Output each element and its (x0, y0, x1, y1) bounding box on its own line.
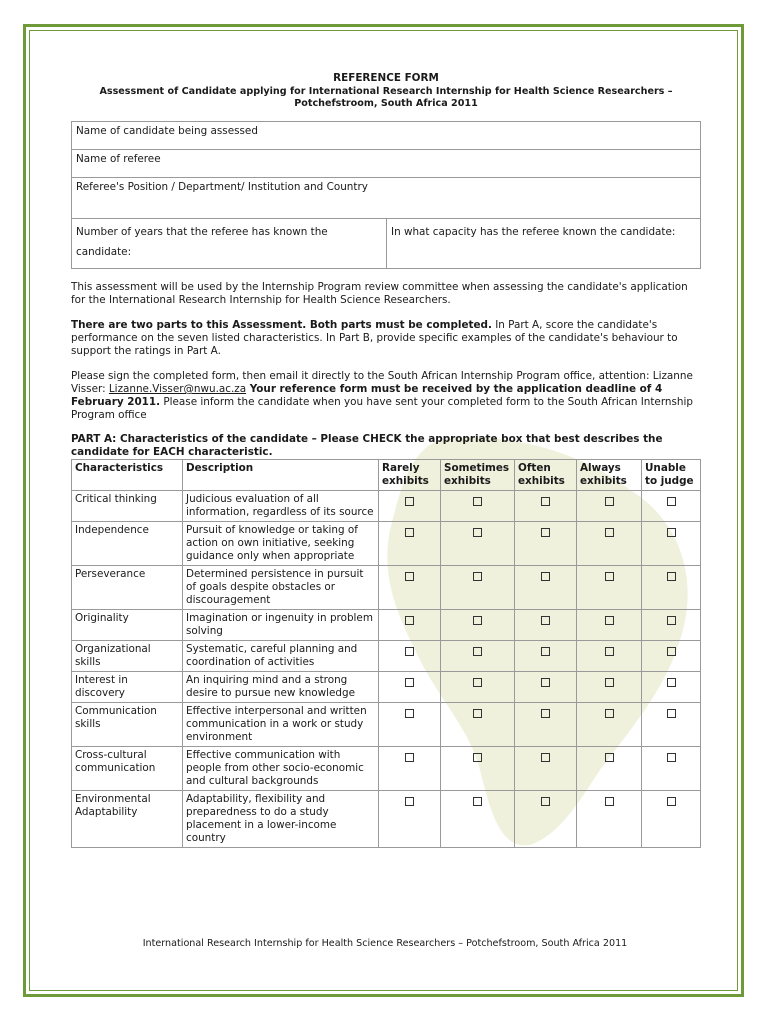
col-unable: Unable to judge (642, 460, 701, 491)
checkbox-sometimes[interactable] (473, 753, 482, 762)
rating-cell-often (515, 791, 577, 848)
checkbox-rarely[interactable] (405, 647, 414, 656)
intro-paragraph-3-end: Please inform the candidate when you have sent your completed form to the South African Internship Program office (71, 396, 693, 421)
capacity-known-field[interactable]: In what capacity has the referee known the candidate: (387, 219, 701, 269)
checkbox-sometimes[interactable] (473, 678, 482, 687)
characteristic-description: Pursuit of knowledge or taking of action on own initiative, seeking guidance only when appropriate (183, 522, 379, 566)
characteristic-row (72, 610, 701, 641)
rating-cell-rarely (379, 703, 441, 747)
characteristic-description: Systematic, careful planning and coordination of activities (183, 641, 379, 672)
checkbox-always[interactable] (605, 709, 614, 718)
referee-name-field[interactable]: Name of referee (72, 150, 701, 178)
characteristic-name: Perseverance (72, 566, 183, 610)
rating-cell-always (577, 610, 642, 641)
rating-cell-unable (642, 491, 701, 522)
characteristic-row (72, 641, 701, 672)
characteristics-table (71, 459, 701, 848)
rating-cell-sometimes (441, 610, 515, 641)
checkbox-sometimes[interactable] (473, 528, 482, 537)
rating-cell-often (515, 522, 577, 566)
checkbox-unable[interactable] (667, 797, 676, 806)
rating-cell-rarely (379, 566, 441, 610)
characteristic-description: Determined persistence in pursuit of goals despite obstacles or discouragement (183, 566, 379, 610)
checkbox-rarely[interactable] (405, 497, 414, 506)
characteristic-description: Adaptability, flexibility and preparedness to do a study placement in a lower-income country (183, 791, 379, 848)
characteristic-description: Imagination or ingenuity in problem solving (183, 610, 379, 641)
checkbox-rarely[interactable] (405, 616, 414, 625)
checkbox-unable[interactable] (667, 616, 676, 625)
rating-cell-often (515, 672, 577, 703)
rating-cell-unable (642, 791, 701, 848)
form-title: REFERENCE FORM (333, 72, 439, 84)
rating-cell-sometimes (441, 566, 515, 610)
col-rarely: Rarely exhibits (379, 460, 441, 491)
rating-cell-always (577, 522, 642, 566)
form-content (71, 72, 701, 848)
checkbox-often[interactable] (541, 678, 550, 687)
intro-paragraph-3 (71, 370, 701, 422)
checkbox-unable[interactable] (667, 647, 676, 656)
rating-cell-rarely (379, 747, 441, 791)
characteristic-name: Critical thinking (72, 491, 183, 522)
checkbox-often[interactable] (541, 616, 550, 625)
rating-cell-often (515, 491, 577, 522)
col-description: Description (183, 460, 379, 491)
rating-cell-rarely (379, 791, 441, 848)
rating-cell-sometimes (441, 641, 515, 672)
rating-cell-rarely (379, 641, 441, 672)
rating-cell-sometimes (441, 791, 515, 848)
rating-cell-unable (642, 672, 701, 703)
characteristic-name: Cross-cultural communication (72, 747, 183, 791)
col-often: Often exhibits (515, 460, 577, 491)
characteristics-header-row (72, 460, 701, 491)
checkbox-unable[interactable] (667, 497, 676, 506)
rating-cell-unable (642, 703, 701, 747)
characteristic-name: Interest in discovery (72, 672, 183, 703)
rating-cell-sometimes (441, 672, 515, 703)
checkbox-unable[interactable] (667, 709, 676, 718)
checkbox-sometimes[interactable] (473, 647, 482, 656)
checkbox-sometimes[interactable] (473, 709, 482, 718)
rating-cell-often (515, 703, 577, 747)
rating-cell-sometimes (441, 491, 515, 522)
characteristic-row (72, 522, 701, 566)
years-known-line-2: candidate: (76, 246, 132, 258)
form-subtitle (71, 86, 701, 110)
intro-paragraph-2-bold: There are two parts to this Assessment. Both parts must be completed. (71, 319, 492, 331)
characteristic-row (72, 566, 701, 610)
email-link[interactable]: Lizanne.Visser@nwu.ac.za (108, 383, 247, 395)
rating-cell-sometimes (441, 522, 515, 566)
col-characteristics: Characteristics (72, 460, 183, 491)
rating-cell-unable (642, 566, 701, 610)
rating-cell-rarely (379, 610, 441, 641)
intro-paragraph-3-start: Please sign the completed form, then email it directly to the South African Internship Program office, attention: Lizanne Visser: (71, 370, 693, 395)
checkbox-unable[interactable] (667, 572, 676, 581)
characteristic-row (72, 672, 701, 703)
characteristic-description: Effective communication with people from other socio-economic and cultural backgrounds (183, 747, 379, 791)
rating-cell-always (577, 491, 642, 522)
characteristic-row (72, 747, 701, 791)
rating-cell-unable (642, 610, 701, 641)
checkbox-sometimes[interactable] (473, 497, 482, 506)
rating-cell-always (577, 703, 642, 747)
characteristic-row (72, 703, 701, 747)
checkbox-often[interactable] (541, 753, 550, 762)
characteristic-name: Communication skills (72, 703, 183, 747)
rating-cell-rarely (379, 672, 441, 703)
characteristic-row (72, 791, 701, 848)
checkbox-always[interactable] (605, 647, 614, 656)
checkbox-always[interactable] (605, 497, 614, 506)
checkbox-always[interactable] (605, 678, 614, 687)
characteristic-name: Independence (72, 522, 183, 566)
rating-cell-often (515, 610, 577, 641)
intro-paragraph-1: This assessment will be used by the Internship Program review committee when assessing the candidate's application for the International Research Internship for Health Science Researchers. (71, 281, 688, 306)
checkbox-unable[interactable] (667, 528, 676, 537)
checkbox-rarely[interactable] (405, 528, 414, 537)
characteristics-body (72, 491, 701, 848)
intro-paragraph-2-rest: In Part A, score the candidate's performance on the seven listed characteristics. In Part B, provide specific examples of the candidate's behaviour to support the ratings in Part A. (71, 319, 678, 357)
rating-cell-rarely (379, 491, 441, 522)
checkbox-always[interactable] (605, 572, 614, 581)
checkbox-always[interactable] (605, 528, 614, 537)
rating-cell-always (577, 791, 642, 848)
col-always: Always exhibits (577, 460, 642, 491)
checkbox-often[interactable] (541, 528, 550, 537)
rating-cell-unable (642, 747, 701, 791)
rating-cell-sometimes (441, 703, 515, 747)
col-sometimes: Sometimes exhibits (441, 460, 515, 491)
rating-cell-unable (642, 522, 701, 566)
characteristic-description: An inquiring mind and a strong desire to pursue new knowledge (183, 672, 379, 703)
checkbox-sometimes[interactable] (473, 572, 482, 581)
checkbox-often[interactable] (541, 709, 550, 718)
checkbox-often[interactable] (541, 497, 550, 506)
years-known-field[interactable] (72, 219, 387, 269)
part-a-heading: PART A: Characteristics of the candidate – Please CHECK the appropriate box that best describes the candidate for EACH characteristic. (71, 433, 663, 458)
rating-cell-often (515, 747, 577, 791)
checkbox-rarely[interactable] (405, 753, 414, 762)
subtitle-line-2: Potchefstroom, South Africa 2011 (294, 98, 478, 109)
checkbox-often[interactable] (541, 647, 550, 656)
checkbox-often[interactable] (541, 572, 550, 581)
candidate-name-field[interactable]: Name of candidate being assessed (72, 122, 701, 150)
rating-cell-always (577, 672, 642, 703)
rating-cell-unable (642, 641, 701, 672)
rating-cell-sometimes (441, 747, 515, 791)
rating-cell-often (515, 641, 577, 672)
checkbox-rarely[interactable] (405, 572, 414, 581)
checkbox-always[interactable] (605, 797, 614, 806)
rating-cell-often (515, 566, 577, 610)
intro-paragraph-3-bold: Your reference form must be received by the application deadline of 4 February 2011. (71, 383, 663, 408)
subtitle-line-1: Assessment of Candidate applying for International Research Internship for Health Science Researchers – (99, 86, 673, 97)
checkbox-unable[interactable] (667, 753, 676, 762)
characteristic-row (72, 491, 701, 522)
years-known-line-1: Number of years that the referee has known the (76, 226, 328, 238)
characteristic-description: Judicious evaluation of all information, regardless of its source (183, 491, 379, 522)
checkbox-unable[interactable] (667, 678, 676, 687)
checkbox-sometimes[interactable] (473, 797, 482, 806)
referee-position-field[interactable]: Referee's Position / Department/ Institution and Country (72, 178, 701, 219)
checkbox-rarely[interactable] (405, 709, 414, 718)
intro-paragraph-2 (71, 319, 701, 358)
rating-cell-always (577, 566, 642, 610)
checkbox-always[interactable] (605, 753, 614, 762)
checkbox-rarely[interactable] (405, 797, 414, 806)
characteristic-name: Originality (72, 610, 183, 641)
checkbox-always[interactable] (605, 616, 614, 625)
characteristic-name: Environmental Adaptability (72, 791, 183, 848)
checkbox-rarely[interactable] (405, 678, 414, 687)
rating-cell-rarely (379, 522, 441, 566)
referee-info-table (71, 121, 701, 269)
rating-cell-always (577, 641, 642, 672)
characteristic-description: Effective interpersonal and written communication in a work or study environment (183, 703, 379, 747)
page-footer: International Research Internship for Health Science Researchers – Potchefstroom, South Africa 2011 (142, 938, 628, 949)
checkbox-sometimes[interactable] (473, 616, 482, 625)
rating-cell-always (577, 747, 642, 791)
characteristic-name: Organizational skills (72, 641, 183, 672)
checkbox-often[interactable] (541, 797, 550, 806)
